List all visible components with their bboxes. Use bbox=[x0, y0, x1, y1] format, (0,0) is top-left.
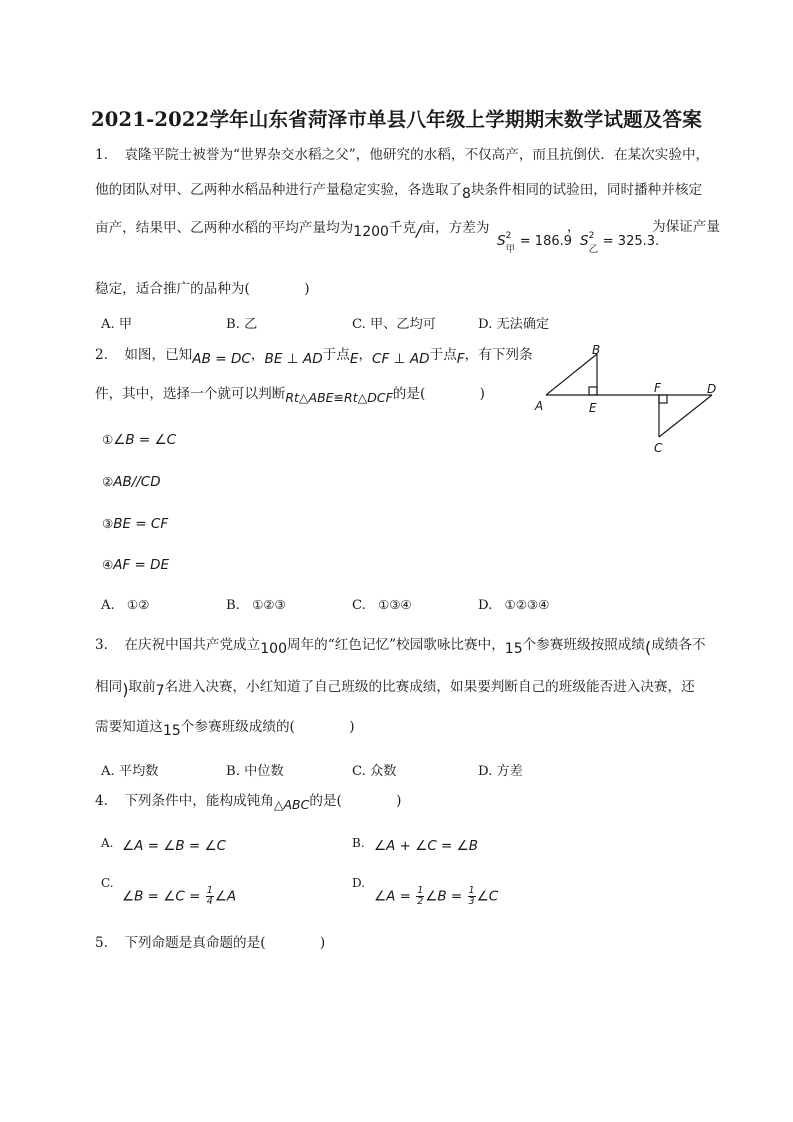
q3-text-2a: 相同 bbox=[95, 679, 123, 695]
numerator: 1 bbox=[468, 885, 475, 896]
q1-option-b: B. 乙 bbox=[226, 317, 258, 332]
q2-text-2a: 件，其中，选择一个就可以判断 bbox=[95, 386, 286, 402]
q2-math-2: BE ⊥ AD bbox=[264, 351, 323, 367]
option-label: A. bbox=[101, 598, 115, 613]
q2-math-1: AB = DC bbox=[192, 351, 251, 367]
q1-text-3b: 千克 bbox=[388, 220, 417, 236]
label-f: F bbox=[654, 381, 661, 395]
q1-variance-yi bbox=[580, 231, 660, 255]
q1-option-d: D. 无法确定 bbox=[478, 317, 550, 332]
q1-num-8: 8 bbox=[462, 186, 471, 202]
option-c-part-2: ∠A bbox=[214, 888, 237, 905]
q3-text-3a: 需要知道这 bbox=[95, 719, 163, 735]
q1-text-2a: 他的团队对甲、乙两种水稻品种进行产量稳定实验，各选取了 bbox=[95, 182, 463, 198]
q2-condition-3 bbox=[102, 515, 168, 533]
option-label: D. bbox=[478, 598, 493, 613]
numerator: 1 bbox=[206, 885, 213, 896]
q3-text-1c: 个参赛班级按照成绩 bbox=[522, 637, 645, 653]
q2-option-a bbox=[101, 597, 149, 613]
condition-1-text: ∠B = ∠C bbox=[113, 432, 177, 448]
subscript-jia: 甲 bbox=[505, 244, 516, 255]
q2-line-1 bbox=[95, 346, 533, 367]
q2-point-f: F bbox=[456, 351, 465, 367]
q2-sep: ， bbox=[250, 347, 265, 363]
q4-option-a-label: A. bbox=[101, 836, 114, 850]
circle-4-marker: ④ bbox=[102, 557, 114, 572]
q1-line-2 bbox=[95, 181, 703, 202]
q3-text-1b: 周年的“红色记忆”校园歌咏比赛中， bbox=[286, 637, 505, 653]
q4-option-c bbox=[122, 886, 236, 907]
right-angle-mark-f bbox=[659, 395, 667, 403]
q3-num-100: 100 bbox=[260, 641, 287, 657]
q3-text-3b: 个参赛班级成绩的( ) bbox=[180, 719, 355, 735]
q3-text-2c: 名进入决赛，小红知道了自己班级的比赛成绩，如果要判断自己的班级能否进入决赛，还 bbox=[164, 679, 695, 695]
q3-option-a: A. 平均数 bbox=[101, 764, 159, 779]
q3-text-1d: 成绩各不 bbox=[651, 637, 706, 653]
q2-geometry-figure bbox=[530, 340, 730, 460]
label-a: A bbox=[535, 399, 544, 413]
q3-paren-close: ) bbox=[122, 680, 129, 699]
q1-text-3c: 亩，方差为 bbox=[421, 220, 490, 236]
q3-line-2 bbox=[95, 677, 695, 699]
q1-text-2b: 块条件相同的试验田，同时播种并核定 bbox=[470, 182, 703, 198]
q1-variance-jia bbox=[497, 231, 573, 255]
circle-1-marker: ① bbox=[102, 432, 114, 447]
superscript: 2 bbox=[505, 231, 512, 241]
q1-option-a: A. 甲 bbox=[101, 317, 133, 332]
condition-2-text: AB//CD bbox=[113, 474, 161, 490]
option-d-part-2: ∠B = bbox=[425, 888, 467, 905]
q4-option-d-label: D. bbox=[352, 876, 366, 890]
q1-comma: ， bbox=[567, 219, 581, 235]
option-value: ①③④ bbox=[378, 597, 412, 612]
option-label: B. bbox=[226, 598, 240, 613]
q2-line-2 bbox=[95, 385, 485, 403]
q4-option-d bbox=[374, 886, 498, 907]
q2-condition-2 bbox=[102, 473, 161, 491]
q2-condition-4 bbox=[102, 556, 169, 574]
q4-option-c-label: C. bbox=[101, 876, 114, 890]
variance-symbol: S bbox=[580, 233, 589, 249]
q3-paren-open: ( bbox=[644, 638, 652, 657]
q2-text-1f: ，有下列条 bbox=[464, 347, 533, 363]
subscript-yi: 乙 bbox=[588, 244, 599, 255]
q2-number: 2. bbox=[95, 347, 108, 363]
q3-line-1 bbox=[95, 635, 706, 657]
denominator: 4 bbox=[206, 896, 213, 907]
label-d: D bbox=[707, 382, 717, 396]
q2-math-3: CF ⊥ AD bbox=[372, 351, 430, 367]
condition-3-text: BE = CF bbox=[113, 516, 169, 532]
fraction-one-half bbox=[416, 886, 424, 907]
superscript: 2 bbox=[588, 231, 595, 241]
q2-option-c bbox=[352, 597, 412, 613]
right-angle-mark-e bbox=[589, 387, 597, 395]
q1-text-3d: 为保证产量 bbox=[652, 219, 720, 235]
option-value: ①② bbox=[126, 597, 150, 612]
q3-option-d: D. 方差 bbox=[478, 764, 523, 779]
q4-triangle: △ABC bbox=[273, 797, 310, 812]
label-b: B bbox=[592, 343, 601, 357]
option-value: ①②③④ bbox=[504, 597, 550, 612]
q4-text-1b: 的是( ) bbox=[309, 793, 402, 809]
option-c-part-1: ∠B = ∠C = bbox=[122, 888, 205, 905]
circle-2-marker: ② bbox=[102, 474, 114, 489]
q1-option-c: C. 甲、乙均可 bbox=[352, 317, 436, 332]
variance-jia-value: = 186.9 bbox=[515, 234, 573, 249]
q5-number: 5. bbox=[95, 935, 108, 951]
q1-line-1 bbox=[95, 146, 709, 164]
q3-num-15b: 15 bbox=[162, 723, 181, 739]
page-title: 2021-2022学年山东省菏泽市单县八年级上学期期末数学试题及答案 bbox=[91, 108, 702, 131]
q1-number: 1. bbox=[95, 147, 108, 163]
fraction-one-third bbox=[468, 886, 476, 907]
q2-point-e: E bbox=[349, 351, 359, 367]
q2-text-1e: 于点 bbox=[429, 347, 457, 363]
q3-line-3 bbox=[95, 718, 355, 739]
q1-slash: / bbox=[416, 221, 422, 240]
fraction-one-quarter bbox=[206, 886, 214, 907]
option-d-part-1: ∠A = bbox=[374, 888, 416, 905]
q2-sep: ， bbox=[358, 347, 373, 363]
q1-text-3a: 亩产，结果甲、乙两种水稻的平均产量均为 bbox=[95, 220, 354, 236]
condition-4-text: AF = DE bbox=[113, 557, 170, 573]
denominator: 2 bbox=[417, 896, 424, 907]
q1-num-1200: 1200 bbox=[353, 224, 389, 240]
q4-option-b: ∠A + ∠C = ∠B bbox=[374, 838, 479, 854]
q2-condition-1 bbox=[102, 431, 176, 449]
q3-num-7: 7 bbox=[155, 683, 165, 699]
circle-3-marker: ③ bbox=[102, 516, 114, 531]
q2-option-d bbox=[478, 597, 549, 613]
q3-num-15: 15 bbox=[504, 641, 523, 657]
q3-option-b: B. 中位数 bbox=[226, 764, 284, 779]
q3-text-2b: 取前 bbox=[128, 679, 156, 695]
variance-symbol: S bbox=[497, 233, 506, 249]
q3-number: 3. bbox=[95, 637, 108, 653]
q2-text-1c: 于点 bbox=[322, 347, 350, 363]
label-e: E bbox=[589, 401, 597, 415]
q2-option-b bbox=[226, 597, 286, 613]
label-c: C bbox=[654, 441, 663, 455]
q4-text-1a: 下列条件中，能构成钝角 bbox=[124, 793, 274, 809]
q1-line-3 bbox=[95, 218, 490, 240]
denominator: 3 bbox=[468, 896, 475, 907]
q1-text-1: 袁隆平院士被誉为“世界杂交水稻之父”，他研究的水稻，不仅高产，而且抗倒伏．在某次实验中， bbox=[124, 147, 710, 163]
q2-text-1a: 如图，已知 bbox=[124, 347, 193, 363]
q4-option-b-label: B. bbox=[352, 836, 365, 850]
numerator: 1 bbox=[417, 885, 424, 896]
q2-math-congruence: Rt△ABE≌Rt△DCF bbox=[285, 390, 393, 405]
q4-number: 4. bbox=[95, 793, 108, 809]
q3-option-c: C. 众数 bbox=[352, 764, 397, 779]
q3-text-1a: 在庆祝中国共产党成立 bbox=[124, 637, 261, 653]
q1-line-4: 稳定，适合推广的品种为( ) bbox=[95, 281, 310, 297]
q4-option-a: ∠A = ∠B = ∠C bbox=[122, 838, 227, 854]
q2-text-2b: 的是( ) bbox=[392, 386, 485, 402]
option-d-part-3: ∠C bbox=[476, 888, 499, 905]
q4-line-1 bbox=[95, 792, 401, 810]
q5-text: 下列命题是真命题的是( ) bbox=[124, 935, 326, 951]
variance-yi-value: = 325.3. bbox=[598, 234, 660, 249]
option-label: C. bbox=[352, 598, 366, 613]
q5-line-1 bbox=[95, 934, 325, 952]
option-value: ①②③ bbox=[252, 597, 286, 612]
